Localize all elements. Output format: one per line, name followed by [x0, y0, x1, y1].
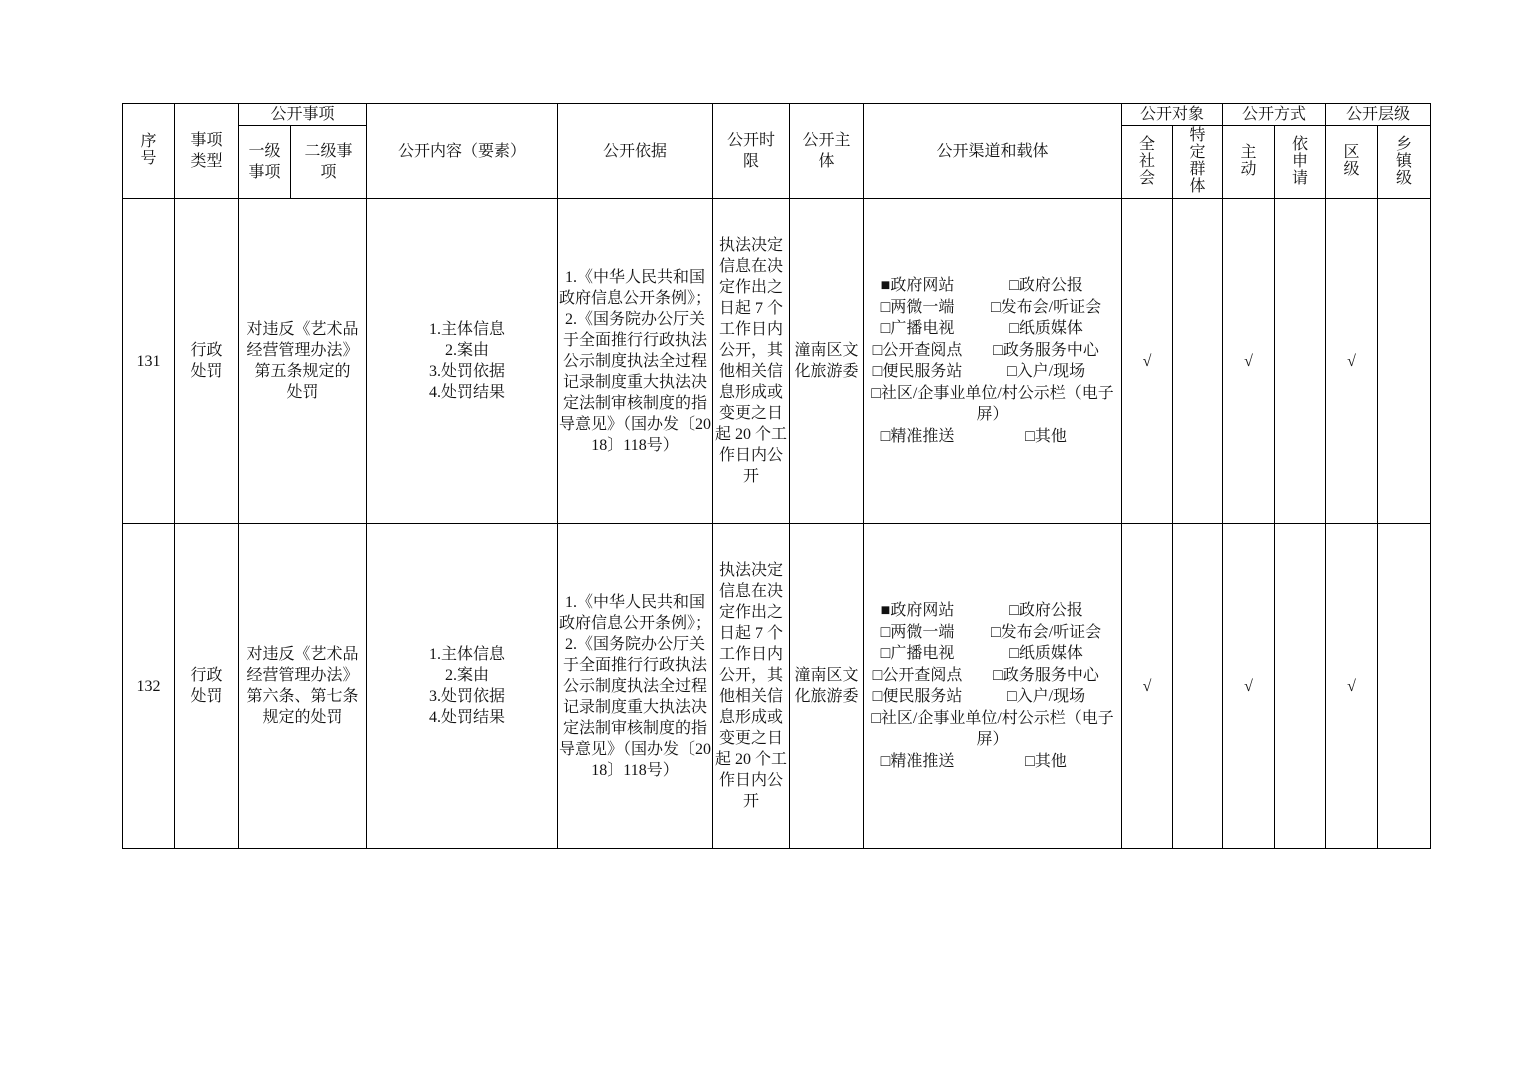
row-active-check: √: [1223, 524, 1275, 849]
channel-wechat-weibo-app: □两微一端: [880, 298, 955, 316]
row-township-check: [1378, 199, 1431, 524]
channel-bulletin-board: □社区/企事业单位/村公示栏（电子屏）: [871, 709, 1114, 748]
row-whole-society-check: √: [1122, 524, 1173, 849]
channel-other: □其他: [1025, 752, 1067, 770]
header-level2: 二级事项: [291, 126, 367, 199]
row-time-limit: 执法决定信息在决定作出之日起 7 个工作日内公开，其他相关信息形成或变更之日起 20 个工作日内公开: [713, 199, 790, 524]
header-level1: 一级事项: [239, 126, 291, 199]
header-basis: 公开依据: [558, 104, 713, 199]
channel-reading-point: □公开查阅点: [872, 341, 963, 359]
header-audience: 公开对象: [1122, 104, 1223, 126]
row-item: 对违反《艺术品 经营管理办法》 第六条、第七条 规定的处罚: [239, 524, 367, 849]
row-content: 1.主体信息 2.案由 3.处罚依据 4.处罚结果: [367, 524, 558, 849]
row-specific-group-check: [1173, 524, 1223, 849]
table-row: [123, 524, 1431, 849]
header-township: 乡镇级: [1378, 126, 1431, 199]
header-time-limit: 公开时限: [713, 104, 790, 199]
header-on-request: 依申请: [1275, 126, 1326, 199]
header-whole-society: 全社会: [1122, 126, 1173, 199]
row-active-check: √: [1223, 199, 1275, 524]
channel-convenience-station: □便民服务站: [872, 688, 963, 705]
row-content: 1.主体信息 2.案由 3.处罚依据 4.处罚结果: [367, 199, 558, 524]
row-channels: [864, 199, 1122, 524]
channel-gov-gazette: □政府公报: [1009, 602, 1083, 619]
channel-gov-website: ■政府网站: [880, 277, 955, 294]
row-specific-group-check: [1173, 199, 1223, 524]
channel-precise-push: □精准推送: [880, 752, 955, 770]
channel-press-hearing: □发布会/听证会: [990, 623, 1102, 641]
header-channels: 公开渠道和载体: [864, 104, 1122, 199]
channel-wechat-weibo-app: □两微一端: [880, 623, 955, 641]
row-type: 行政 处罚: [175, 199, 239, 524]
row-whole-society-check: √: [1122, 199, 1173, 524]
row-district-check: √: [1326, 199, 1378, 524]
channel-gov-website: ■政府网站: [880, 602, 955, 619]
channel-service-center: □政务服务中心: [993, 341, 1099, 359]
row-on-request-check: [1275, 524, 1326, 849]
channel-other: □其他: [1025, 427, 1067, 445]
channel-press-hearing: □发布会/听证会: [990, 298, 1102, 316]
row-district-check: √: [1326, 524, 1378, 849]
channel-precise-push: □精准推送: [880, 427, 955, 445]
row-basis: 1.《中华人民共和国政府信息公开条例》；2.《国务院办公厅关于全面推行行政执法公示制度执法全过程记录制度重大执法决定法制审核制度的指导意见》（国办发〔2018〕118号）: [558, 524, 713, 849]
channel-print-media: □纸质媒体: [1009, 645, 1083, 662]
channel-onsite: □入户/现场: [1006, 688, 1086, 705]
channel-reading-point: □公开查阅点: [872, 666, 963, 684]
table-row: [123, 199, 1431, 524]
header-level: 公开层级: [1326, 104, 1431, 126]
header-district: 区级: [1326, 126, 1378, 199]
channel-onsite: □入户/现场: [1006, 363, 1086, 380]
channel-convenience-station: □便民服务站: [872, 363, 963, 380]
header-seq: 序号: [123, 104, 175, 199]
channel-radio-tv: □广播电视: [880, 645, 955, 662]
header-row-1: [123, 104, 1431, 126]
row-type: 行政 处罚: [175, 524, 239, 849]
channel-radio-tv: □广播电视: [880, 320, 955, 337]
disclosure-table: [122, 103, 1431, 849]
row-channels: [864, 524, 1122, 849]
header-active: 主动: [1223, 126, 1275, 199]
header-specific-group: 特定群体: [1173, 126, 1223, 199]
row-basis: 1.《中华人民共和国政府信息公开条例》；2.《国务院办公厅关于全面推行行政执法公示制度执法全过程记录制度重大执法决定法制审核制度的指导意见》（国办发〔2018〕118号）: [558, 199, 713, 524]
channel-gov-gazette: □政府公报: [1009, 277, 1083, 294]
channel-print-media: □纸质媒体: [1009, 320, 1083, 337]
header-public-items: 公开事项: [239, 104, 367, 126]
header-subject: 公开主体: [790, 104, 864, 199]
header-item-type: 事项类型: [175, 104, 239, 199]
header-content: 公开内容（要素）: [367, 104, 558, 199]
row-subject: 潼南区文化旅游委: [790, 524, 864, 849]
channel-bulletin-board: □社区/企事业单位/村公示栏（电子屏）: [871, 384, 1114, 423]
row-seq: 132: [123, 524, 175, 849]
row-seq: 131: [123, 199, 175, 524]
row-time-limit: 执法决定信息在决定作出之日起 7 个工作日内公开，其他相关信息形成或变更之日起 20 个工作日内公开: [713, 524, 790, 849]
row-subject: 潼南区文化旅游委: [790, 199, 864, 524]
row-on-request-check: [1275, 199, 1326, 524]
row-township-check: [1378, 524, 1431, 849]
channel-service-center: □政务服务中心: [993, 666, 1099, 684]
header-method: 公开方式: [1223, 104, 1326, 126]
row-item: 对违反《艺术品 经营管理办法》 第五条规定的 处罚: [239, 199, 367, 524]
